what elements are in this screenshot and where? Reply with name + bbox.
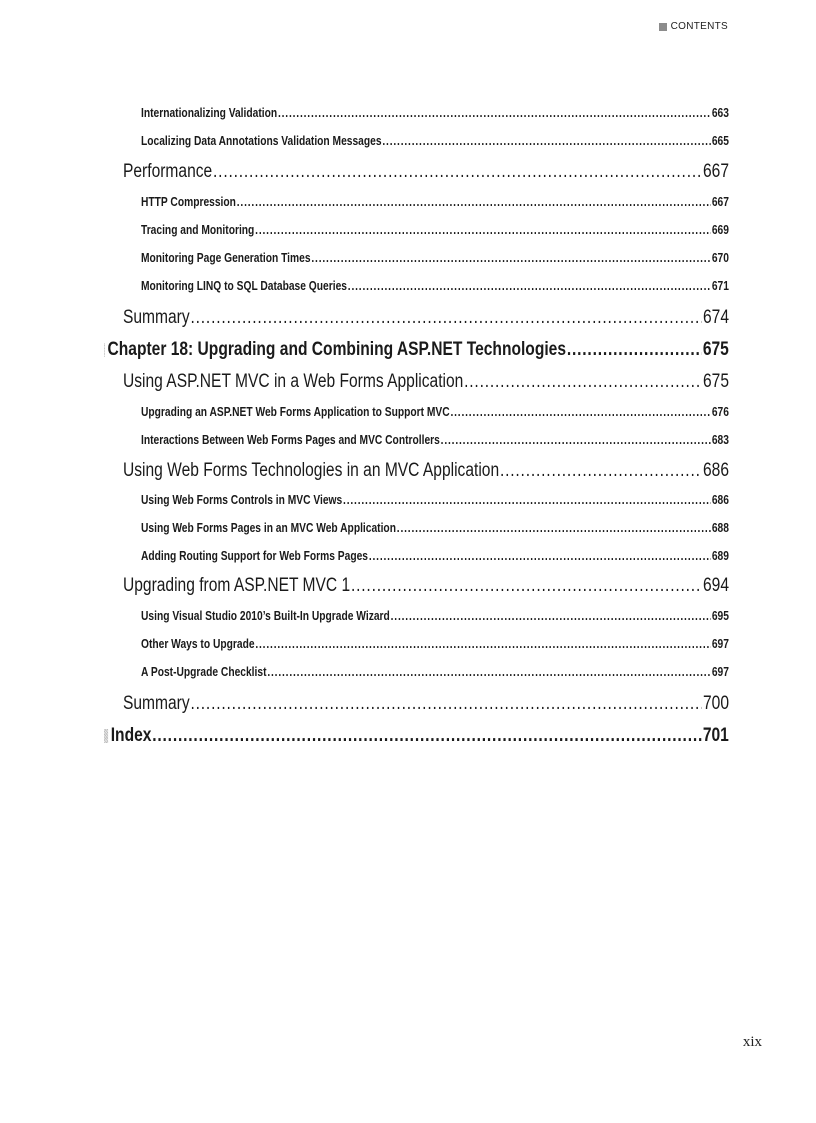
dot-leader xyxy=(311,251,711,265)
toc-entry[interactable] xyxy=(141,493,729,507)
toc-entry[interactable] xyxy=(123,307,729,329)
toc-entry-title: Tracing and Monitoring xyxy=(141,223,255,237)
toc-chapter-entry[interactable] xyxy=(104,339,729,361)
toc-entry-page: 686 xyxy=(702,460,729,481)
toc-entry[interactable] xyxy=(141,665,729,679)
dot-leader xyxy=(382,134,711,148)
toc-entry-page: 667 xyxy=(711,195,729,209)
toc-entry-title: A Post-Upgrade Checklist xyxy=(141,665,267,679)
toc-entry-title: Interactions Between Web Forms Pages and MVC Controllers xyxy=(141,433,440,447)
dot-leader xyxy=(255,223,711,237)
toc-entry[interactable] xyxy=(141,134,729,148)
dot-leader xyxy=(441,433,711,447)
toc-entry[interactable] xyxy=(123,161,729,183)
toc-entry[interactable] xyxy=(141,106,729,120)
toc-entry-title: Using Web Forms Pages in an MVC Web Application xyxy=(141,521,396,535)
dot-leader xyxy=(190,693,702,715)
toc-entry-title: Index xyxy=(110,725,152,746)
dot-leader xyxy=(278,106,711,120)
toc-entry[interactable] xyxy=(141,195,729,209)
toc-entry-page: 701 xyxy=(702,725,729,746)
dot-leader xyxy=(267,665,711,679)
toc-entry-title: Using Visual Studio 2010’s Built-In Upgrade Wizard xyxy=(141,609,390,623)
toc-entry-title: HTTP Compression xyxy=(141,195,236,209)
toc-entry-page: 694 xyxy=(702,575,729,596)
toc-entry[interactable] xyxy=(141,609,729,623)
toc-entry-page: 674 xyxy=(702,307,729,328)
toc-entry-page: 697 xyxy=(711,665,729,679)
toc-entry-title: Summary xyxy=(123,307,190,328)
chapter-marker-icon xyxy=(104,343,105,357)
toc-entry-title: Using Web Forms Technologies in an MVC Application xyxy=(123,460,500,481)
dot-leader xyxy=(348,279,711,293)
toc-entry-title: Monitoring Page Generation Times xyxy=(141,251,311,265)
toc-chapter-entry[interactable] xyxy=(104,725,729,747)
running-head xyxy=(659,21,728,32)
toc-entry-title: Upgrading an ASP.NET Web Forms Application to Support MVC xyxy=(141,405,450,419)
toc-entry[interactable] xyxy=(141,549,729,563)
toc-entry-page: 665 xyxy=(711,134,729,148)
toc-entry-page: 675 xyxy=(702,371,729,392)
toc-entry-title: Localizing Data Annotations Validation Messages xyxy=(141,134,382,148)
toc-entry-title: Adding Routing Support for Web Forms Pages xyxy=(141,549,369,563)
chapter-marker-icon xyxy=(104,729,108,743)
toc-entry-page: 663 xyxy=(711,106,729,120)
toc-entry-page: 688 xyxy=(711,521,729,535)
toc-entry-page: 695 xyxy=(711,609,729,623)
toc-entry-title: Summary xyxy=(123,693,190,714)
toc-entry-page: 676 xyxy=(711,405,729,419)
toc-entry-page: 689 xyxy=(711,549,729,563)
toc-entry-title: Monitoring LINQ to SQL Database Queries xyxy=(141,279,347,293)
dot-leader xyxy=(351,575,702,597)
dot-leader xyxy=(152,725,702,747)
toc-entry[interactable] xyxy=(141,405,729,419)
toc-entry[interactable] xyxy=(141,637,729,651)
toc-entry[interactable] xyxy=(123,693,729,715)
toc-entry-page: 675 xyxy=(702,339,729,360)
toc-entry-title: Using Web Forms Controls in MVC Views xyxy=(141,493,343,507)
toc-entry[interactable] xyxy=(141,433,729,447)
toc-entry-title: Using ASP.NET MVC in a Web Forms Application xyxy=(123,371,464,392)
toc-entry[interactable] xyxy=(141,279,729,293)
toc-entry-title: Chapter 18: Upgrading and Combining ASP.NET Technologies xyxy=(107,339,567,360)
dot-leader xyxy=(464,371,702,393)
toc-entry[interactable] xyxy=(141,251,729,265)
toc-entry-title: Performance xyxy=(123,161,213,182)
dot-leader xyxy=(397,521,711,535)
toc-entry-page: 697 xyxy=(711,637,729,651)
dot-leader xyxy=(255,637,711,651)
toc-entry-page: 671 xyxy=(711,279,729,293)
toc-entry-page: 686 xyxy=(711,493,729,507)
toc-entry[interactable] xyxy=(123,460,729,482)
dot-leader xyxy=(450,405,711,419)
toc-entry[interactable] xyxy=(141,223,729,237)
dot-leader xyxy=(343,493,711,507)
dot-leader xyxy=(369,549,711,563)
toc-entry-page: 667 xyxy=(702,161,729,182)
toc-entry[interactable] xyxy=(141,521,729,535)
toc-entry-page: 669 xyxy=(711,223,729,237)
toc-entry-page: 670 xyxy=(711,251,729,265)
dot-leader xyxy=(391,609,711,623)
page-number: xix xyxy=(742,1034,762,1050)
dot-leader xyxy=(237,195,711,209)
toc-entry-title: Internationalizing Validation xyxy=(141,106,278,120)
toc-entry[interactable] xyxy=(123,371,729,393)
running-head-label: CONTENTS xyxy=(670,21,728,32)
toc-entry-page: 700 xyxy=(702,693,729,714)
toc-entry-page: 683 xyxy=(711,433,729,447)
toc-entry[interactable] xyxy=(123,575,729,597)
square-icon xyxy=(659,23,667,31)
dot-leader xyxy=(500,460,702,482)
dot-leader xyxy=(567,339,702,361)
dot-leader xyxy=(190,307,702,329)
dot-leader xyxy=(213,161,702,183)
toc-entry-title: Upgrading from ASP.NET MVC 1 xyxy=(123,575,351,596)
toc-entry-title: Other Ways to Upgrade xyxy=(141,637,255,651)
